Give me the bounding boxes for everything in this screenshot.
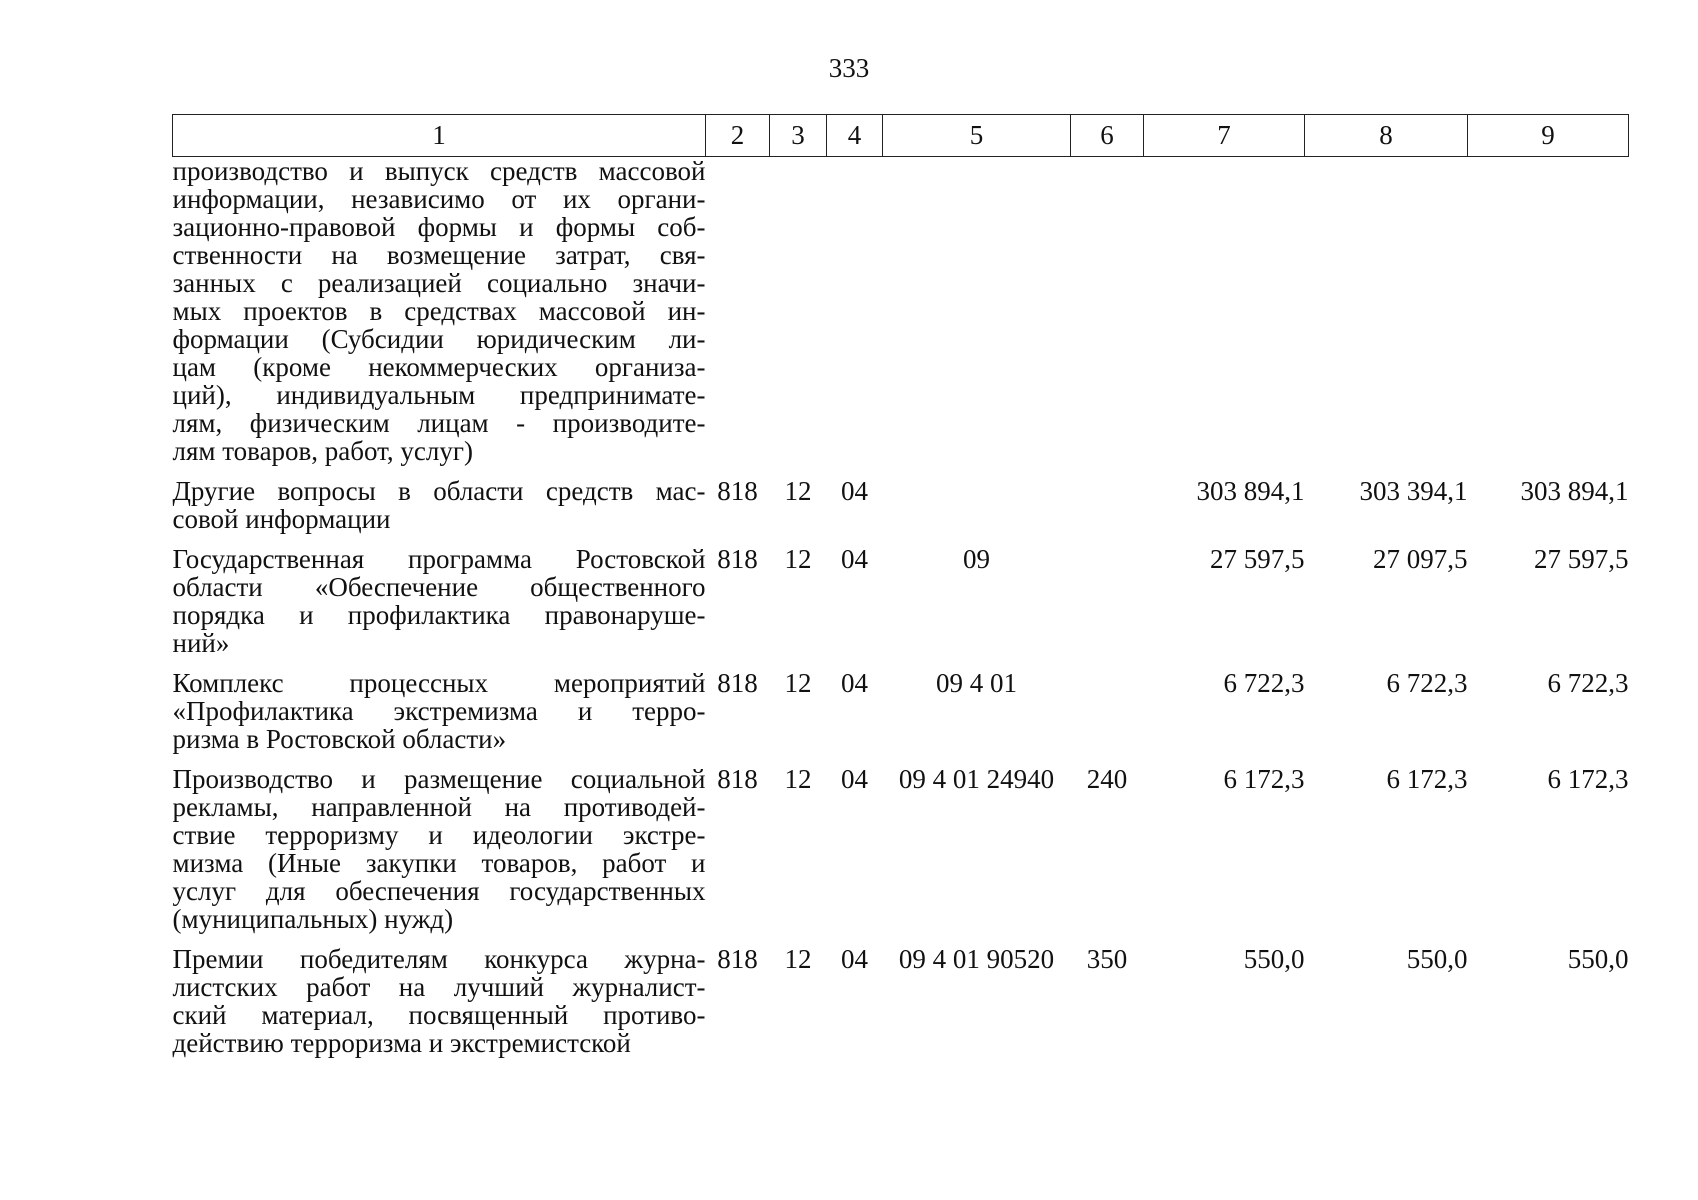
description-line: ций), индивидуальным предпринимате-	[172, 380, 706, 410]
row-description	[173, 669, 706, 753]
cell-column-7: 6 722,3	[1223, 668, 1305, 698]
cell-column-6: 240	[1086, 764, 1128, 794]
description-line: занных с реализацией социально значи-	[172, 268, 706, 298]
description-line: Премии победителям конкурса журна-	[172, 944, 706, 974]
cell-column-9: 27 597,5	[1534, 544, 1629, 574]
cell-column-7: 6 172,3	[1223, 764, 1305, 794]
column-header-5: 5	[883, 115, 1071, 157]
column-header-8: 8	[1305, 115, 1468, 157]
cell-column-6	[1071, 669, 1144, 753]
cell-column-9: 550,0	[1567, 944, 1629, 974]
column-header-1: 1	[173, 115, 706, 157]
cell-column-3: 12	[784, 764, 812, 794]
row-description	[173, 157, 706, 466]
cell-column-8: 27 097,5	[1373, 544, 1468, 574]
cell-column-4: 04	[841, 544, 868, 574]
cell-column-9: 303 894,1	[1520, 476, 1629, 506]
cell-column-4: 04	[841, 764, 868, 794]
cell-column-6: 350	[1086, 944, 1128, 974]
description-line: порядка и профилактика правонаруше-	[172, 600, 706, 630]
description-line: производство и выпуск средств массовой	[172, 156, 706, 186]
row-description	[173, 545, 706, 657]
row-description	[173, 945, 706, 1057]
cell-column-5	[883, 157, 1071, 466]
description-line: совой информации	[172, 504, 391, 534]
cell-column-8	[1305, 157, 1468, 466]
cell-column-6	[1071, 545, 1144, 657]
table-row	[173, 669, 1629, 753]
column-header-2: 2	[706, 115, 770, 157]
description-line: «Профилактика экстремизма и терро-	[172, 696, 706, 726]
description-line: области «Обеспечение общественного	[172, 572, 706, 602]
cell-column-5: 09 4 01	[936, 668, 1017, 698]
cell-column-3: 12	[784, 668, 812, 698]
description-line: Производство и размещение социальной	[172, 764, 706, 794]
description-line: зационно-правовой формы и формы соб-	[172, 212, 706, 242]
cell-column-3: 12	[784, 944, 812, 974]
cell-column-8: 303 394,1	[1359, 476, 1468, 506]
cell-column-3: 12	[784, 544, 812, 574]
description-line: лям товаров, работ, услуг)	[172, 436, 473, 466]
table-row	[173, 945, 1629, 1057]
description-line: ствие терроризму и идеологии экстре-	[172, 820, 706, 850]
description-line: мизма (Иные закупки товаров, работ и	[172, 848, 706, 878]
description-line: ственности на возмещение затрат, свя-	[172, 240, 706, 270]
cell-column-2: 818	[717, 764, 758, 794]
cell-column-8: 6 722,3	[1386, 668, 1468, 698]
column-header-6: 6	[1071, 115, 1144, 157]
description-line: информации, независимо от их органи-	[172, 184, 706, 214]
cell-column-9	[1468, 157, 1629, 466]
cell-column-4: 04	[841, 668, 868, 698]
description-line: ский материал, посвященный противо-	[172, 1000, 706, 1030]
description-line: рекламы, направленной на противодей-	[172, 792, 706, 822]
cell-column-2: 818	[717, 668, 758, 698]
page-number: 333	[828, 53, 870, 83]
row-description	[173, 765, 706, 933]
table-row	[173, 765, 1629, 933]
cell-column-8: 550,0	[1406, 944, 1468, 974]
description-line: ризма в Ростовской области»	[172, 724, 507, 754]
cell-column-2: 818	[717, 544, 758, 574]
cell-column-5: 09	[963, 544, 990, 574]
cell-column-8: 6 172,3	[1386, 764, 1468, 794]
cell-column-2: 818	[717, 476, 758, 506]
description-line: мых проектов в средствах массовой ин-	[172, 296, 706, 326]
description-line: (муниципальных) нужд)	[172, 904, 454, 934]
cell-column-2	[706, 157, 770, 466]
description-line: ний»	[172, 628, 230, 658]
description-line: услуг для обеспечения государственных	[172, 876, 706, 906]
column-header-9: 9	[1468, 115, 1629, 157]
cell-column-3: 12	[784, 476, 812, 506]
table-row	[173, 477, 1629, 533]
cell-column-6	[1071, 477, 1144, 533]
table-row	[173, 545, 1629, 657]
budget-table	[172, 114, 1629, 1057]
column-header-3: 3	[770, 115, 827, 157]
cell-column-7	[1144, 157, 1305, 466]
cell-column-4	[827, 157, 883, 466]
cell-column-7: 303 894,1	[1196, 476, 1305, 506]
table-body	[173, 157, 1629, 1058]
cell-column-5	[883, 477, 1071, 533]
cell-column-3	[770, 157, 827, 466]
description-line: действию терроризма и экстремистской	[172, 1028, 631, 1058]
description-line: листских работ на лучший журналист-	[172, 972, 706, 1002]
table-row	[173, 157, 1629, 466]
cell-column-4: 04	[841, 476, 868, 506]
cell-column-7: 27 597,5	[1210, 544, 1305, 574]
description-line: Государственная программа Ростовской	[172, 544, 706, 574]
cell-column-4: 04	[841, 944, 868, 974]
cell-column-7: 550,0	[1243, 944, 1305, 974]
description-line: Комплекс процессных мероприятий	[172, 668, 706, 698]
column-header-7: 7	[1144, 115, 1305, 157]
description-line: лям, физическим лицам - производите-	[172, 408, 706, 438]
cell-column-9: 6 172,3	[1547, 764, 1629, 794]
description-line: формации (Субсидии юридическим ли-	[172, 324, 706, 354]
table-header-row	[173, 115, 1629, 157]
cell-column-6	[1071, 157, 1144, 466]
column-header-4: 4	[827, 115, 883, 157]
cell-column-9: 6 722,3	[1547, 668, 1629, 698]
description-line: цам (кроме некоммерческих организа-	[172, 352, 706, 382]
description-line: Другие вопросы в области средств мас-	[172, 476, 706, 506]
row-description	[173, 477, 706, 533]
cell-column-5: 09 4 01 24940	[898, 764, 1055, 794]
cell-column-2: 818	[717, 944, 758, 974]
cell-column-5: 09 4 01 90520	[898, 944, 1055, 974]
